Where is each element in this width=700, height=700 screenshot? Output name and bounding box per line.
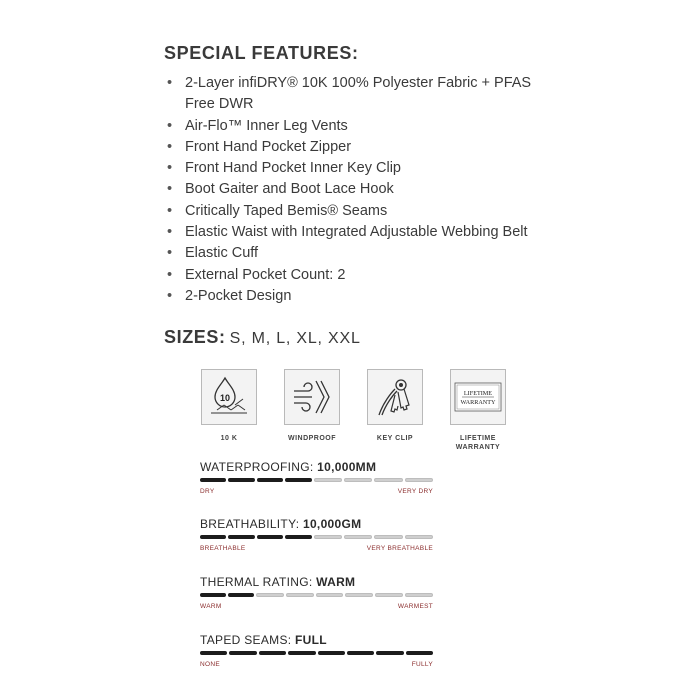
scale-segment-empty xyxy=(344,478,372,482)
rating-value: WARM xyxy=(316,575,356,589)
rating-title xyxy=(200,575,440,589)
scale-segment-filled xyxy=(228,535,254,539)
list-item xyxy=(164,158,544,179)
warranty-badge-line1: LIFETIME xyxy=(463,390,493,397)
features-heading: SPECIAL FEATURES: xyxy=(164,43,359,63)
bullet-icon: • xyxy=(167,117,173,134)
scale-segment-empty xyxy=(314,535,342,539)
icon-item-key-clip xyxy=(366,369,424,443)
rating-scale xyxy=(200,651,433,656)
lifetime-warranty-icon xyxy=(450,369,506,425)
scale-segment-filled xyxy=(200,478,226,482)
feature-text: Elastic Waist with Integrated Adjustable Webbing Belt xyxy=(185,224,528,241)
bullet-icon: • xyxy=(167,287,173,304)
icon-caption: WINDPROOF xyxy=(287,435,337,442)
scale-segment-empty xyxy=(286,593,314,597)
bullet-icon: • xyxy=(167,224,173,241)
caption-line: LIFETIME xyxy=(460,435,496,442)
bullet-icon: • xyxy=(167,181,173,198)
scale-segment-filled xyxy=(259,651,286,655)
list-item xyxy=(164,137,544,158)
scale-segment-filled xyxy=(200,651,227,655)
bullet-icon: • xyxy=(167,160,173,177)
feature-text: Front Hand Pocket Inner Key Clip xyxy=(185,160,401,177)
scale-segment-empty xyxy=(345,593,373,597)
list-item xyxy=(164,222,544,243)
scale-segment-filled xyxy=(406,651,433,655)
scale-segment-filled xyxy=(200,593,226,597)
rating-breathability xyxy=(200,517,440,552)
list-item xyxy=(164,179,544,200)
waterproof-10k-icon xyxy=(201,369,257,425)
rating-title xyxy=(200,460,440,474)
rating-label: TAPED SEAMS: xyxy=(200,633,296,647)
rating-value: FULL xyxy=(295,633,327,647)
feature-text: Elastic Cuff xyxy=(185,245,259,262)
rating-title xyxy=(200,517,440,531)
warranty-badge-line2: WARRANTY xyxy=(460,399,496,406)
feature-text: 2-Pocket Design xyxy=(185,287,292,304)
icon-caption xyxy=(449,434,507,452)
sizes-row xyxy=(164,327,361,348)
scale-segment-empty xyxy=(344,535,372,539)
list-item xyxy=(164,201,544,222)
rating-waterproofing xyxy=(200,460,440,495)
icon-item-windproof xyxy=(283,369,341,443)
scale-segment-filled xyxy=(376,651,403,655)
list-item xyxy=(164,73,544,116)
feature-text: Air-Flo™ Inner Leg Vents xyxy=(185,117,348,134)
scale-segment-empty xyxy=(256,593,284,597)
scale-segment-empty xyxy=(405,535,433,539)
scale-segment-filled xyxy=(318,651,345,655)
rating-scale xyxy=(200,593,433,598)
list-item xyxy=(164,286,544,307)
scale-segment-filled xyxy=(257,478,283,482)
features-list xyxy=(164,73,544,307)
rating-title xyxy=(200,633,440,647)
rating-value: 10,000MM xyxy=(317,460,377,474)
icon-item-10k xyxy=(200,369,258,443)
scale-high-label: WARMEST xyxy=(397,603,433,610)
feature-icons xyxy=(200,369,510,449)
sizes-label: SIZES: xyxy=(164,327,226,347)
windproof-icon xyxy=(284,369,340,425)
scale-segment-filled xyxy=(347,651,374,655)
bullet-icon: • xyxy=(167,245,173,262)
scale-segment-filled xyxy=(257,535,283,539)
key-clip-icon xyxy=(367,369,423,425)
list-item xyxy=(164,243,544,264)
bullet-icon: • xyxy=(167,266,173,283)
feature-text: Critically Taped Bemis® Seams xyxy=(185,202,388,219)
scale-high-label: VERY BREATHABLE xyxy=(366,545,433,552)
rating-label: BREATHABILITY: xyxy=(200,517,303,531)
bullet-icon: • xyxy=(167,75,173,91)
scale-low-label: NONE xyxy=(200,661,220,668)
scale-segment-empty xyxy=(405,478,433,482)
sizes-values: S, M, L, XL, XXL xyxy=(229,330,361,347)
scale-segment-filled xyxy=(229,651,256,655)
feature-text: External Pocket Count: 2 xyxy=(185,266,346,283)
rating-scale xyxy=(200,478,433,483)
feature-text: 2-Layer infiDRY® 10K 100% Polyester Fabric + PFAS Free DWR xyxy=(185,75,532,113)
bullet-icon: • xyxy=(167,138,173,155)
scale-low-label: WARM xyxy=(200,603,222,610)
rating-taped-seams xyxy=(200,633,440,668)
scale-low-label: DRY xyxy=(200,488,215,495)
scale-segment-filled xyxy=(228,593,254,597)
scale-high-label: VERY DRY xyxy=(397,488,433,495)
rating-label: WATERPROOFING: xyxy=(200,460,318,474)
scale-segment-filled xyxy=(285,478,311,482)
scale-segment-empty xyxy=(405,593,433,597)
icon-item-lifetime-warranty xyxy=(449,369,507,452)
scale-segment-filled xyxy=(285,535,311,539)
rating-thermal xyxy=(200,575,440,610)
caption-line: WARRANTY xyxy=(455,444,501,451)
rating-scale xyxy=(200,535,433,540)
scale-low-label: BREATHABLE xyxy=(200,545,246,552)
rating-label: THERMAL RATING: xyxy=(200,575,317,589)
feature-text: Boot Gaiter and Boot Lace Hook xyxy=(185,181,394,198)
list-item xyxy=(164,265,544,286)
bullet-icon: • xyxy=(167,202,173,219)
scale-segment-empty xyxy=(314,478,342,482)
rating-value: 10,000GM xyxy=(302,517,362,531)
icon-caption: 10 K xyxy=(220,435,238,442)
scale-segment-filled xyxy=(200,535,226,539)
scale-high-label: FULLY xyxy=(411,661,433,668)
scale-segment-empty xyxy=(374,478,402,482)
scale-segment-filled xyxy=(228,478,254,482)
waterproof-badge-text: 10 xyxy=(219,393,231,403)
scale-segment-filled xyxy=(288,651,315,655)
list-item xyxy=(164,116,544,137)
scale-segment-empty xyxy=(374,535,402,539)
scale-segment-empty xyxy=(316,593,344,597)
scale-segment-empty xyxy=(375,593,403,597)
icon-caption: KEY CLIP xyxy=(376,435,414,442)
feature-text: Front Hand Pocket Zipper xyxy=(185,138,352,155)
